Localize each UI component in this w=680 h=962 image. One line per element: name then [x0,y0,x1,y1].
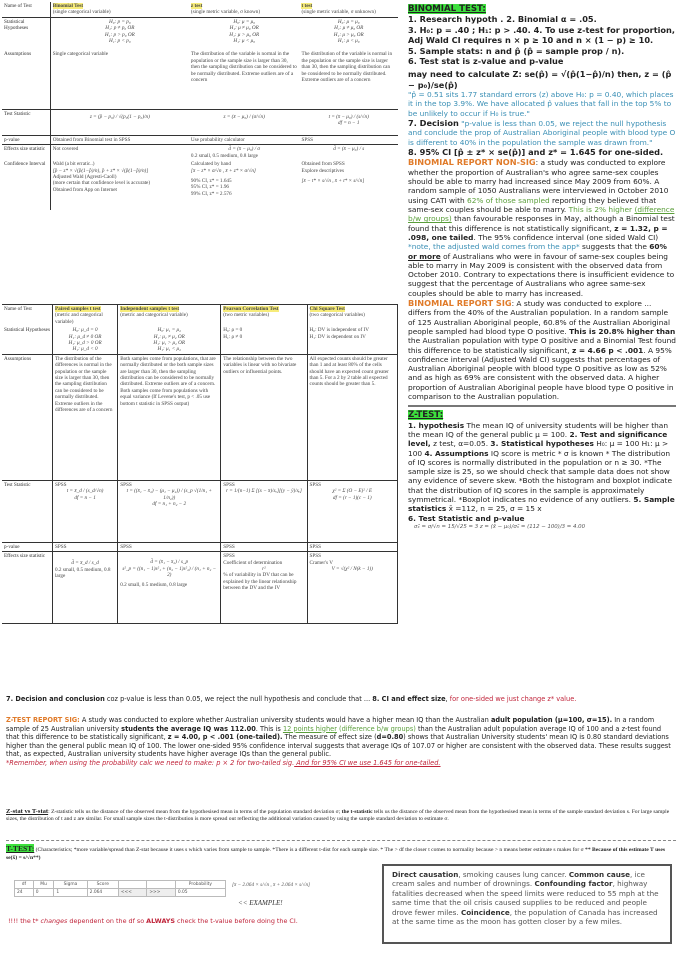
test-t-header: t test (single metric variable, σ unknown) [301,3,376,16]
binomial-test-heading: BINOMIAL TEST: [408,4,486,14]
test-independent-header: Independent samples t test (metric and categorical variable) [118,305,221,327]
binomial-effect-size: Not covered [50,145,189,160]
section-divider [408,405,676,407]
dashed-divider [6,840,676,841]
row-label-name: Name of Test [2,305,52,327]
calc-mu-value: 0 [33,889,54,897]
row-label-p-value: p-value [2,135,50,144]
z-ci: Calculated by hand [x̄ − z* × σ/√n , x̄ + z* × σ/√n] 90% CI, z* = 1.645 95% CI, z* = 1.96 99% CI, z* = 2.576 [190,161,256,197]
paired-p-value: SPSS [52,542,117,551]
row-label-name: Name of Test [4,3,32,9]
independent-hypotheses: H₀: μ₁ = μ₂ H₁: μ₁ ≠ μ₂ OR H₁: μ₁ > μ₂ OR H₁: μ₁ < μ₂ [118,326,221,354]
binomial-test-section: BINOMIAL TEST: 1. Research hypoth . 2. Binomial α = .05. 3. H₀: p = .40 ; H₁: p > .40. 4. To use z-test for proportion, Adj Wald CI requires n × p ≥ 10 and n × (1 − p) ≥ 10. 5. Sample stats: n and p̂ (p̂ = sample prop / n). 6. Test stat is z-value and p-value may need to calculate Z: se(p̂) = √(p̂(1−p̂)/n) then, z = (p̂ − p₀)/se(p̂) "p̂ = 0.51 sits 1.77 standard errors (z) above H₀: p = 0.40, which places it in the top 3.9%. We have allocated p̂ values that fall in the top 5% to be unlikely to occur if H₀ is true." 7. Decision "p-value is less than 0.05, we reject the null hypothesis and conclude the prop of Australian Aboriginal people with blood type O is different to 40% in the population the sample was drawn from." 8. 95% CI [p̂ ± z* × se(p̂)] and z* = 1.645 for one-sided. BINOMIAL REPORT NON-SIG: a study was conducted to explore whether the proportion of Australian's who agree same-sex couples should be able to marry had increased since May 2009 from 60%. A random sample of 1050 Australians were interviewed in October 2010 using CATI with 62% of those sampled reporting they believed that same-sex couples should be able to marry. This is 2% higher (difference b/w groups) than favourable responses in May, although a Binomial test found that this difference is not statistically significant, z = 1.32, p = .098, one tailed. The 95% confidence interval (one sided Wald CI) *note, the adjusted wald comes from the app* suggests that the 60% or more of Australians who were in favour of same-sex couples being able to marry in May 2009 is consistent with the observed data from October 2010. Contrary to expectations there is insufficient evidence to suggest that the percentage of Australians who agree same-sex couples should be able to marry has increased. BINOMIAL REPORT SIG: A study was conducted to explore ... differs from the 40% of the Australian population. In a random sample of 125 Australian Aboriginal people, 60.8% of the Australian Aboriginal people sampled had blood type O positive. This is 20.8% higher than the Australian population with type O positive and a Binomial Test found this difference to be statistically significant, z = 4.66 p < .001. A 95% confidence interval (Adjusted Wald CI) suggests that percentages of Australian Aboriginal people with blood type O positive as low as 52% and as high as 69% are consistent with the observed data. A higher proportion of Australian Aboriginal people have blood type O positive in comparison to the Australian population. Z-TEST: 1. hypothesis The mean IQ of university students will be higher than the mean IQ of the general public μ = 100. 2. Test and significance level, z test, α=0.05. 3. Statistical hypotheses H₀: μ = 100 H₁: μ > 100 4. Assumptions IQ score is metric * σ is known * The distribution of IQ scores is normally distributed in the population or n ≥ 30. *The sample size is 25, so we should check that sample data does not show any evidence of severe skew. *Both the histogram and boxplot indicate that the distribution of IQ scores in the sample is approximately symmetrical. *Boxplot indicates no evidence of any outliers. 5. Sample statistics x̄ =112, n = 25, σ = 15 x 6. Test Statistic and p-value σₓ̄ = σ/√n = 15/√25 = 3 z = (x̄ − μ₀)/σₓ̄ = (112 − 100)/3 = 4.00 [408,4,676,532]
calc-right-arrows: >>> [147,889,175,897]
calc-df-value: 24 [15,889,34,897]
z-effect-size: d̂ = (x̄ − μ₀) / σ 0.2 small, 0.5 medium, 0.8 large [189,145,300,160]
calc-sigma-value: 1 [54,889,87,897]
binomial-interpretation: "p̂ = 0.51 sits 1.77 standard errors (z) above H₀: p = 0.40, which places it in the top 3.9%. We have allocated p̂ values that fall in the top 5% to be unlikely to occur if H₀ is true." [408,90,674,118]
causation-box: Direct causation, smoking causes lung cancer. Common cause, ice cream sales and number of drownings. Confounding factor, highway fatalities decreased when the speed limits were reduced to 55 mph at the same time that the oil crisis caused supplies to be reduced and people drove fewer miles. Coincidence, the population of Canada has increased at the same time as the moon has gotten closer by a few miles. [382,864,672,944]
test-chi-square-header: Chi Square Test (two categorical variables) [307,305,397,327]
binomial-step-5: 5. Sample stats: n and p̂ (p̂ = sample prop / n). [408,45,625,56]
chi-assumptions: All expected counts should be greater than 1 and at least 80% of the cells should have an expected count greater than 5. For a 2 by 2 table all expected counts should be greater than 5. [307,354,397,480]
paired-hypotheses: H₀: μ_d = 0 H₁: μ_d ≠ 0 OR H₁: μ_d > 0 OR H₁: μ_d < 0 [52,326,117,354]
calc-left-arrows: <<< [118,889,146,897]
z-test-heading: Z-TEST: [408,410,444,421]
row-label-p-value: p-value [2,542,52,551]
calc-score-value: 2.064 [87,889,118,897]
binomial-step-1: 1. Research hypoth . 2. Binomial α = .05. [408,14,597,25]
binomial-step-3: 3. H₀: p = .40 ; H₁: p > .40. 4. To use z-test for proportion, Adj Wald CI requires n × p ≥ 10 and n × (1 − p) ≥ 10. [408,24,675,46]
paired-effect-size: d̂ = x̄_d / s_d 0.2 small, 0.5 medium, 0.8 large [52,552,117,624]
t-ci-formula: [x̄ − 2.064 × s/√n , x̄ + 2.064 × s/√n] [232,882,311,888]
t-test-statistic: t = (x̄ − μ₀) / (s/√n) df = n − 1 [299,109,398,135]
decision-line: 7. Decision and conclusion coz p-value is less than 0.05, we reject the null hypothesis and conclude that ... 8. CI and effect size, for one-sided we just change z* value. [6,695,577,703]
z-test-statistic: z = (x̄ − μ₀) / (σ/√n) [189,109,300,135]
z-assumptions: The distribution of the variable is normal in the population or the sample size is larger than 30, then the sampling distribution can be considered to be normally distributed. Extreme outliers are of a concern [190,51,297,84]
test-binomial-header: Binomial Test (single categorical variable) [50,2,189,17]
row-label-hypotheses: Statistical Hypotheses [2,17,50,45]
t-test-section: T-TEST: (Characteristics; *more variable/spread than Z-stat because it uses s which varies from sample to sample. *There is a different t-dist for each sample size. * The > df the closer t comes to normality because > n means better estimate s makes for σ ** Because of this estimate T uses se(x̄) = s/√n**) [6,844,666,861]
binomial-se-formula: may need to calculate Z: se(p̂) = √(p̂(1−p̂)/n) then, z = (p̂ − p₀)/se(p̂) [408,69,672,90]
independent-effect-size: d̂ = (x̄₁ − x̄₂) / s_p s²_p = ((n₁ − 1)s²₁ + (n₂ − 1)s²₂) / (n₁ + n₂ − 2) 0.2 small, 0.5 medium, 0.8 large [118,552,221,624]
chi-p-value: SPSS [307,542,397,551]
independent-test-statistic: SPSS t = ((x̄₁ − x̄₂) − (μ₁ − μ₂)) / (s_p √(1/n₁ + 1/n₂)) df = n₁ + n₂ − 2 [118,480,221,542]
binomial-report-nonsig: BINOMIAL REPORT NON-SIG: a study was conducted to explore whether the proportion of Australian's who agree same-sex couples should be able to marry had increased since May 2009 from 60%. A random sample of 1050 Australians were interviewed in October 2010 using CATI with 62% of those sampled reporting they believed that same-sex couples should be able to marry. This is 2% higher (difference b/w groups) than favourable responses in May, although a Binomial test found that this difference is not statistically significant, z = 1.32, p = .098, one tailed. The 95% confidence interval (one sided Wald CI) *note, the adjusted wald comes from the app* suggests that the 60% or more of Australians who were in favour of same-sex couples being able to marry in May 2009 is consistent with the observed data from October 2010. Contrary to expectations there is insufficient evidence to suggest that the percentage of Australians who agree same-sex couples should be able to marry has increased. [408,157,675,298]
t-p-value: SPSS [299,135,398,144]
t-hypotheses: H₀: μ = μ₀ H₁: μ ≠ μ₀ OR H₁: μ > μ₀ OR H₁: μ < μ₀ [299,17,398,45]
z-p-value: Use probability calculator [189,135,300,144]
z-test-report-sig: Z-TEST REPORT SIG: A study was conducted to explore whether Australian university students would have a higher mean IQ than the Australian adult population (μ=100, σ=15). In a random sample of 25 Australian university students the average IQ was 112.00. This is 12 points higher (difference b/w groups) than the Australian adult population average IQ of 100 and a z-test found that this difference to be statistically significant, z = 4.00, p < .001 (one-tailed). The measure of effect size (d=0.80) shows that Australian University students' mean IQ is 0.80 standard deviations higher than the general public mean IQ of 100. The lower one-sided 95% confidence interval suggests that average IQs of 107.07 or higher are consistent with the observed data. These results suggest that, as expected, Australian university students have higher average IQs than the general public. *Remember, when using the probability calc we need to make: p × 2 for two-tailed sig. And for 95% CI we use 1.645 for one-tailed. [6,716,671,767]
row-label-test-statistic: Test Statistic [2,109,50,135]
z-vs-t-section: Z-stat vs T-stat: Z-statistic tells us the distance of the observed mean from the hypothesised mean in terms of the population standard deviation σ; the t-statistic tells us the distance of the observed mean from the hypothesised mean in terms of the sample standard deviation s. For large sample sizes, the distribution of t and z are similar. For small sample sizes the t-distribution is more spread out reflecting the additional variation caused by using the sample standard deviation to estimate σ. [6,808,670,823]
chi-effect-size: SPSS Cramer's V V = √(χ² / N(k − 1)) [307,552,397,624]
calc-probability-value: 0.05 [175,889,225,897]
probability-calculator-table [14,880,226,897]
pearson-effect-size: SPSS Coefficient of determination r² % of variability in DV that can be explained by the linear relationship between the DV and the IV [221,552,307,624]
t-effect-size: d̂ = (x̄ − μ₀) / s [299,145,398,160]
test-paired-header: Paired samples t test (metric and categorical variable) [52,305,117,327]
independent-p-value: SPSS [118,542,221,551]
row-label-ci: Confidence Interval [4,161,46,168]
independent-assumptions: Both samples come from populations, that are normally distributed or the both sample sizes are larger than 30, then the sampling distribution can be considered to be normally distributed. Extreme outliers are of a concern. Both samples come from populations with equal variance (If Levene's test, p < .05 use bottom t statistic in SPSS output) [118,354,221,480]
pearson-hypotheses: H₀: ρ = 0 H₁: ρ ≠ 0 [221,326,307,354]
binomial-test-statistic: z = (p̂ − p₀) / √(p₀(1 − p₀)/n) [50,109,189,135]
calc-header-mu: Mu [33,881,54,889]
test-z-header: z test (single metric variable, σ known) [190,3,261,16]
example-label: << EXAMPLE! [238,899,283,907]
pearson-test-statistic: SPSS r = 1/(n−1) Σ [(x − x̄)/sₓ][(y − ȳ)/sᵧ] [221,480,307,542]
calc-header-probability: Probability [175,881,225,889]
calc-header-score: Score [87,881,118,889]
binomial-p-value: Obtained from Binomial test in SPSS [50,135,189,144]
binomial-decision: "p-value is less than 0.05, we reject the null hypothesis and conclude the prop of Australian Aboriginal people with blood type O is different to 40% in the population the sample was drawn from." [408,119,676,147]
paired-test-statistic: SPSS t = x̄_d / (s_d/√n) df = n − 1 [52,480,117,542]
pearson-p-value: SPSS [221,542,307,551]
reference-table-two-variable [2,304,398,624]
binomial-step-8: 8. 95% CI [p̂ ± z* × se(p̂)] and z* = 1.645 for one-sided. [408,147,664,158]
row-label-effect-size: Effects size statistic [2,552,52,624]
calc-header-sigma: Sigma [54,881,87,889]
z-hypotheses: H₀: μ = μ₀ H₁: μ ≠ μ₀ OR H₁: μ > μ₀ OR H₁: μ < μ₀ [189,17,300,45]
binomial-ci: Wald (a bit erratic..) [p̂ − z* × √(p̂(1−p̂)/n), p̂ + z* × √(p̂(1−p̂)/n)] Adjusted Wald (Agresti-Caoll) (more certain that confidence level is accurate) Obtained from App on Internet [50,160,189,210]
calc-header-df: df [15,881,34,889]
t-star-warning: !!!! the t* changes dependent on the df so ALWAYS check the t-value before doing the CI. [8,917,298,925]
z-test-section: Z-TEST: 1. hypothesis The mean IQ of university students will be higher than the mean IQ of the general public μ = 100. 2. Test and significance level, z test, α=0.05. 3. Statistical hypotheses H₀: μ = 100 H₁: μ > 100 4. Assumptions IQ score is metric * σ is known * The distribution of IQ scores is normally distributed in the population or n ≥ 30. *The sample size is 25, so we should check that sample data does not show any evidence of severe skew. *Both the histogram and boxplot indicate that the distribution of IQ scores in the sample is approximately symmetrical. *Boxplot indicates no evidence of any outliers. 5. Sample statistics x̄ =112, n = 25, σ = 15 x 6. Test Statistic and p-value σₓ̄ = σ/√n = 15/√25 = 3 z = (x̄ − μ₀)/σₓ̄ = (112 − 100)/3 = 4.00 [408,410,676,532]
paired-assumptions: The distribution of the differences is normal in the population or the sample size is larger than 30, then the sampling distribution can be considered to be normally distributed. Extreme outliers in the differences are of a concern [52,354,117,480]
row-label-test-statistic: Test Statistic [2,480,52,542]
row-label-hypotheses: Statistical Hypotheses [4,327,50,334]
chi-test-statistic: SPSS χ² = Σ (O − E)² / E df = (r − 1)(c − 1) [307,480,397,542]
t-test-heading: T-TEST: [6,844,35,853]
pearson-assumptions: The relationship between the two variables is linear with no bivariate outliers or influential points. [221,354,307,480]
row-label-assumptions: Assumptions [4,51,32,58]
test-pearson-header: Pearson Correlation Test (two metric variables) [221,305,307,327]
binomial-step-6: 6. Test stat is z-value and p-value [408,55,564,66]
binomial-assumptions: Single categorical variable [50,45,189,109]
row-label-assumptions: Assumptions [2,354,52,480]
binomial-hypotheses: H₀: p = p₀ H₁: p ≠ p₀ OR H₁: p > p₀ OR H₁: p < p₀ [50,17,189,45]
binomial-report-sig: BINOMIAL REPORT SIG: A study was conducted to explore ... differs from the 40% of the Australian population. In a random sample of 125 Australian Aboriginal people, 60.8% of the Australian Aboriginal people sampled had blood type O positive. This is 20.8% higher than the Australian population with type O positive and a Binomial Test found this difference to be statistically significant, z = 4.66 p < .001. A 95% confidence interval (Adjusted Wald CI) suggests that percentages of Australian Aboriginal people with blood type O positive as low as 52% and as high as 69% are consistent with the observed data. A higher proportion of Australian Aboriginal people have blood type O positive in comparison to the Australian population. [408,298,677,402]
chi-hypotheses: H₀: DV is independent of IV H₁: DV is dependent on IV [307,326,397,354]
t-ci: Obtained from SPSS Explore descriptives [x̄ − t* × s/√n , x̄ + t* × s/√n] [301,161,365,184]
row-label-effect-size: Effects size statistic [2,145,50,160]
z-test-formula: σₓ̄ = σ/√n = 15/√25 = 3 z = (x̄ − μ₀)/σₓ̄ = (112 − 100)/3 = 4.00 [414,523,586,530]
reference-table-single-sample [2,2,398,210]
t-assumptions: The distribution of the variable is normal in the population or the sample size is larger than 30, then the sampling distribution can be considered to be normally distributed. Extreme outliers are of a concern [301,51,393,84]
